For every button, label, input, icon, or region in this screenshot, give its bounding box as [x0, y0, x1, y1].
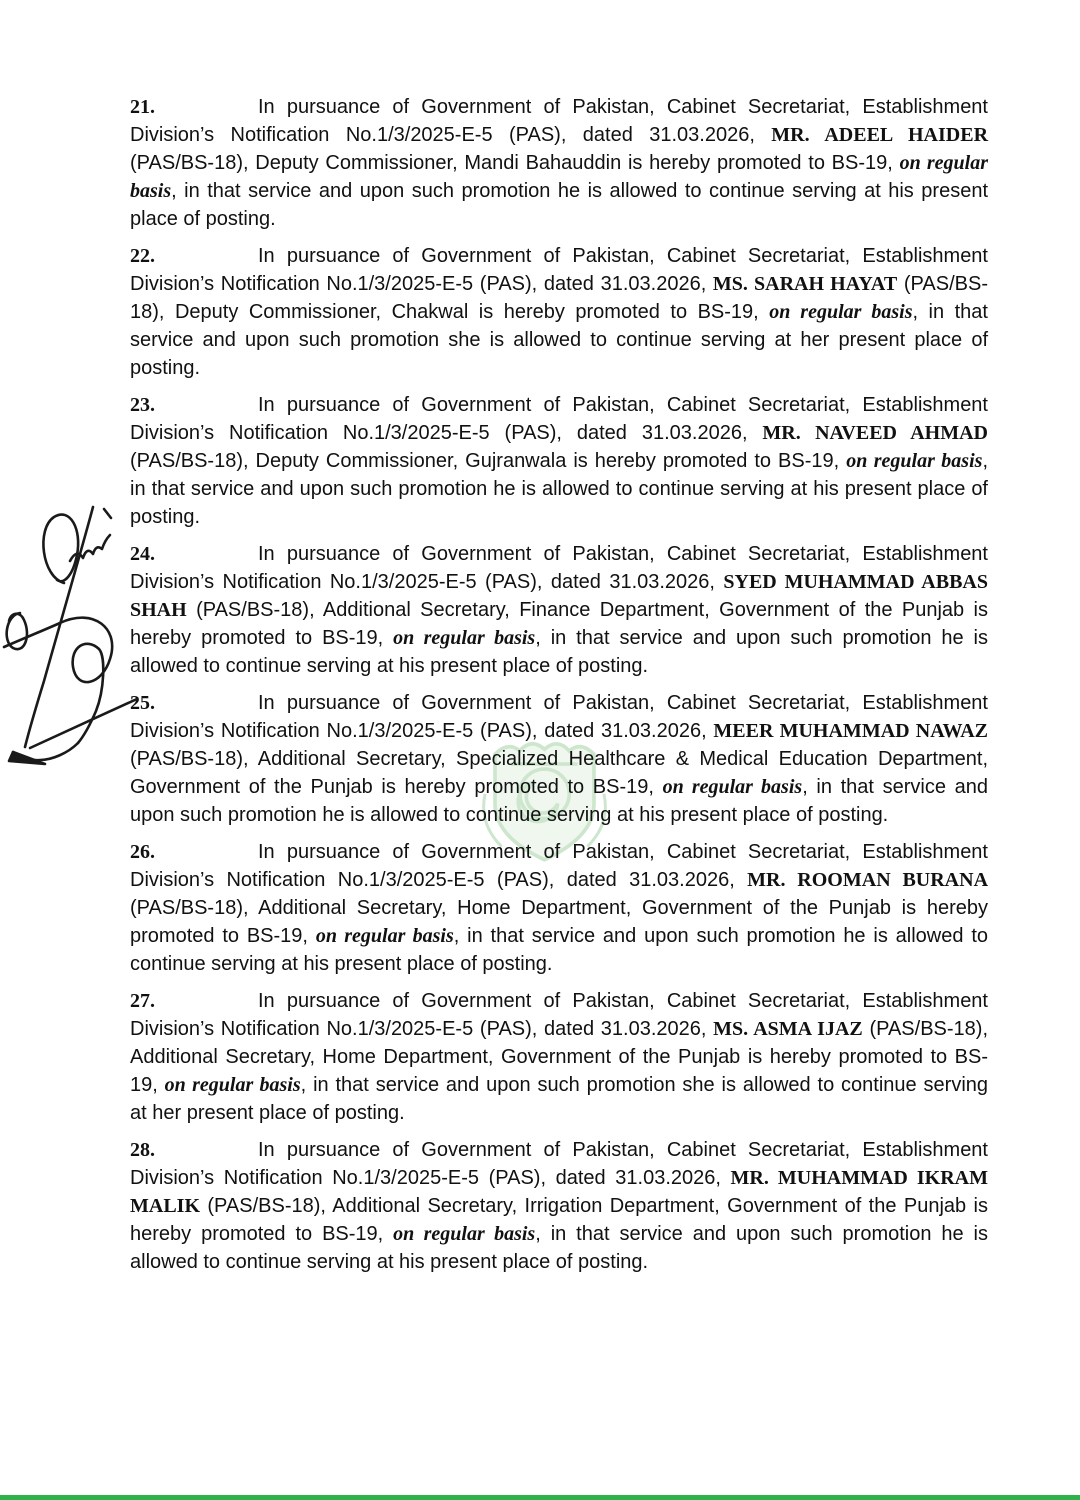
- paragraphs-container: [130, 93, 988, 1285]
- body-text: (PAS/BS-18), Additional Secretary, Home Department, Government of the Punjab is hereby promoted to BS-19,: [130, 1018, 988, 1096]
- paragraph-number: 24.: [130, 543, 155, 565]
- body-text: , in that service and upon such promotion he is allowed to continue serving at his present place of posting.: [130, 1223, 988, 1273]
- officer-name: MR. ROOMAN BURANA: [747, 869, 989, 891]
- body-text: (PAS/BS-18), Deputy Commissioner, Chakwal is hereby promoted to BS-19,: [130, 273, 988, 323]
- body-text: (PAS/BS-18), Additional Secretary, Irrigation Department, Government of the Punjab is hereby promoted to BS-19,: [130, 1195, 988, 1245]
- paragraph-number: 27.: [130, 990, 155, 1012]
- body-text: (PAS/BS-18), Additional Secretary, Finance Department, Government of the Punjab is hereby promoted to BS-19,: [130, 599, 988, 649]
- body-text: In pursuance of Government of Pakistan, Cabinet Secretariat, Establishment Division’s Notification No.1/3/2025-E-5 (PAS), dated 31.03.2026,: [130, 841, 988, 891]
- officer-name: MEER MUHAMMAD NAWAZ: [713, 720, 989, 742]
- notification-paragraph-21: [130, 93, 988, 233]
- paragraph-number: 28.: [130, 1139, 155, 1161]
- body-text: , in that service and upon such promotion he is allowed to continue serving at his present place of posting.: [130, 627, 988, 677]
- notification-paragraph-25: [130, 689, 988, 829]
- officer-name: MS. SARAH HAYAT: [712, 273, 898, 295]
- emphasis-phrase: on regular basis: [393, 1223, 536, 1245]
- officer-name: MS. ASMA IJAZ: [713, 1018, 863, 1040]
- body-text: (PAS/BS-18), Additional Secretary, Specialized Healthcare & Medical Education Department, Government of the Punjab is hereby promoted to BS-19,: [130, 748, 988, 798]
- officer-name: MR. NAVEED AHMAD: [762, 422, 988, 444]
- handwritten-signature: [0, 495, 140, 775]
- body-text: , in that service and upon such promotion she is allowed to continue serving at her present place of posting.: [130, 301, 988, 379]
- emphasis-phrase: on regular basis: [164, 1074, 301, 1096]
- body-text: (PAS/BS-18), Deputy Commissioner, Gujranwala is hereby promoted to BS-19,: [130, 450, 847, 472]
- paragraph-number: 22.: [130, 245, 155, 267]
- emphasis-phrase: on regular basis: [393, 627, 536, 649]
- notification-paragraph-26: [130, 838, 988, 978]
- paragraph-number: 23.: [130, 394, 155, 416]
- officer-name: MR. ADEEL HAIDER: [771, 124, 989, 146]
- body-text: , in that service and upon such promotion he is allowed to continue serving at his present place of posting.: [130, 776, 989, 826]
- notification-paragraph-23: [130, 391, 988, 531]
- body-text: (PAS/BS-18), Deputy Commissioner, Mandi Bahauddin is hereby promoted to BS-19,: [130, 152, 900, 174]
- body-text: , in that service and upon such promotion he is allowed to continue serving at his present place of posting.: [130, 925, 989, 975]
- paragraph-number: 21.: [130, 96, 155, 118]
- officer-name: MR. MUHAMMAD IKRAM MALIK: [130, 1167, 989, 1217]
- bottom-green-bar: [0, 1495, 1080, 1500]
- body-text: In pursuance of Government of Pakistan, Cabinet Secretariat, Establishment Division’s Notification No.1/3/2025-E-5 (PAS), dated 31.03.2026,: [130, 1139, 988, 1189]
- body-text: In pursuance of Government of Pakistan, Cabinet Secretariat, Establishment Division’s Notification No.1/3/2025-E-5 (PAS), dated 31.03.2026,: [130, 394, 988, 444]
- paragraph-number: 25.: [130, 692, 155, 714]
- emphasis-phrase: on regular basis: [130, 152, 989, 202]
- body-text: In pursuance of Government of Pakistan, Cabinet Secretariat, Establishment Division’s Notification No.1/3/2025-E-5 (PAS), dated 31.03.2026,: [130, 543, 988, 593]
- body-text: In pursuance of Government of Pakistan, Cabinet Secretariat, Establishment Division’s Notification No.1/3/2025-E-5 (PAS), dated 31.03.2026,: [130, 990, 988, 1040]
- body-text: (PAS/BS-18), Additional Secretary, Home Department, Government of the Punjab is hereby promoted to BS-19,: [130, 897, 988, 947]
- body-text: In pursuance of Government of Pakistan, Cabinet Secretariat, Establishment Division’s Notification No.1/3/2025-E-5 (PAS), dated 31.03.2026,: [130, 96, 988, 146]
- officer-name: SYED MUHAMMAD ABBAS SHAH: [130, 571, 988, 621]
- emphasis-phrase: on regular basis: [315, 925, 454, 947]
- body-text: , in that service and upon such promotion he is allowed to continue serving at his present place of posting.: [130, 180, 988, 230]
- body-text: In pursuance of Government of Pakistan, Cabinet Secretariat, Establishment Division’s Notification No.1/3/2025-E-5 (PAS), dated 31.03.2026,: [130, 692, 988, 742]
- emphasis-phrase: on regular basis: [846, 450, 983, 472]
- body-text: , in that service and upon such promotion he is allowed to continue serving at his present place of posting.: [130, 450, 988, 528]
- notification-paragraph-28: [130, 1136, 988, 1276]
- emphasis-phrase: on regular basis: [662, 776, 803, 798]
- notification-paragraph-27: [130, 987, 988, 1127]
- body-text: , in that service and upon such promotion she is allowed to continue serving at her present place of posting.: [130, 1074, 989, 1124]
- paragraph-number: 26.: [130, 841, 155, 863]
- emphasis-phrase: on regular basis: [769, 301, 913, 323]
- notification-paragraph-24: [130, 540, 988, 680]
- body-text: In pursuance of Government of Pakistan, Cabinet Secretariat, Establishment Division’s Notification No.1/3/2025-E-5 (PAS), dated 31.03.2026,: [130, 245, 988, 295]
- notification-paragraph-22: [130, 242, 988, 382]
